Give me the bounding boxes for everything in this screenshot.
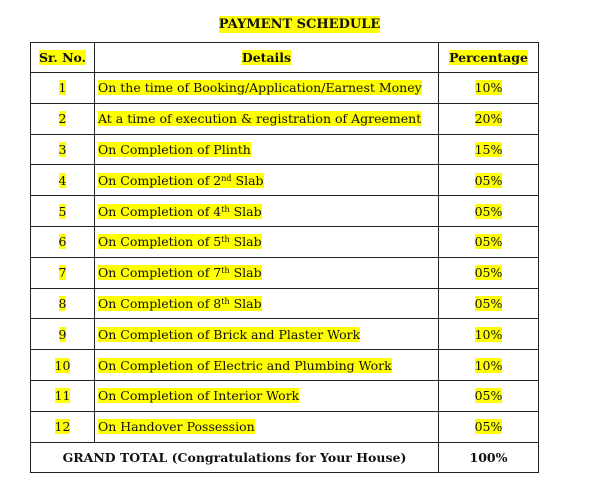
- row-details: On Completion of Electric and Plumbing Work: [98, 357, 392, 373]
- row-percentage-cell: [439, 226, 539, 257]
- row-percentage-cell: [439, 196, 539, 227]
- row-percentage: 10%: [474, 80, 503, 96]
- table-row: [31, 103, 539, 134]
- row-percentage-cell: [439, 411, 539, 442]
- row-sr: 1: [58, 80, 67, 96]
- grand-total-label: GRAND TOTAL (Congratulations for Your House): [31, 442, 439, 472]
- row-details-suffix: Slab: [229, 265, 262, 281]
- row-details-ordinal: nd: [221, 173, 232, 183]
- row-details-cell: [95, 226, 439, 257]
- row-sr-cell: [31, 411, 95, 442]
- row-details-ordinal: th: [221, 296, 230, 306]
- table-row: [31, 257, 539, 288]
- table-row: [31, 319, 539, 350]
- header-row: [31, 43, 539, 73]
- row-details-cell: [95, 196, 439, 227]
- header-sr: Sr. No.: [31, 43, 95, 73]
- row-percentage: 20%: [474, 111, 503, 127]
- row-details-cell: [95, 319, 439, 350]
- row-percentage-cell: [439, 350, 539, 381]
- row-details-suffix: Slab: [229, 295, 262, 311]
- row-details: On Completion of Interior Work: [98, 388, 300, 404]
- header-details: Details: [95, 43, 439, 73]
- row-percentage: 05%: [474, 419, 503, 435]
- row-percentage-cell: [439, 257, 539, 288]
- row-sr: 2: [58, 111, 67, 127]
- row-sr: 6: [58, 234, 67, 250]
- row-details: [98, 173, 264, 188]
- row-details-cell: [95, 380, 439, 411]
- row-sr: 5: [58, 203, 67, 219]
- row-details-cell: [95, 165, 439, 196]
- row-details-cell: [95, 257, 439, 288]
- row-percentage: 05%: [474, 295, 503, 311]
- row-percentage-cell: [439, 73, 539, 104]
- row-sr: 7: [58, 265, 67, 281]
- row-details: On Completion of Plinth: [98, 141, 251, 157]
- row-details-text: On Completion of 7: [98, 265, 222, 281]
- table-row: [31, 288, 539, 319]
- row-percentage: 10%: [474, 326, 503, 342]
- row-sr-cell: [31, 196, 95, 227]
- row-percentage: 05%: [474, 265, 503, 281]
- table-row: [31, 73, 539, 104]
- row-details: [98, 234, 262, 249]
- page-title: [0, 17, 599, 32]
- row-sr-cell: [31, 226, 95, 257]
- grand-total-value: 100%: [439, 442, 539, 472]
- row-sr-cell: [31, 165, 95, 196]
- row-percentage: 05%: [474, 172, 503, 188]
- row-sr: 8: [58, 295, 67, 311]
- row-percentage-cell: [439, 165, 539, 196]
- row-sr: 10: [54, 357, 71, 373]
- row-sr-cell: [31, 73, 95, 104]
- table-row: [31, 380, 539, 411]
- table-row: [31, 196, 539, 227]
- row-percentage: 05%: [474, 388, 503, 404]
- row-details-suffix: Slab: [231, 172, 264, 188]
- row-details-text: On Completion of 5: [98, 234, 222, 250]
- title-text: PAYMENT SCHEDULE: [218, 17, 381, 32]
- row-percentage: 05%: [474, 203, 503, 219]
- row-details: On Completion of Brick and Plaster Work: [98, 326, 361, 342]
- row-sr: 3: [58, 141, 67, 157]
- grand-total-row: [31, 442, 539, 472]
- row-sr-cell: [31, 380, 95, 411]
- row-details-cell: [95, 411, 439, 442]
- table-row: [31, 350, 539, 381]
- row-details: [98, 265, 262, 280]
- row-details-cell: [95, 103, 439, 134]
- row-sr-cell: [31, 350, 95, 381]
- row-details-suffix: Slab: [229, 203, 262, 219]
- row-sr-cell: [31, 319, 95, 350]
- row-details-text: On Completion of 8: [98, 295, 222, 311]
- row-details-text: On Completion of 4: [98, 203, 222, 219]
- row-percentage-cell: [439, 319, 539, 350]
- row-sr-cell: [31, 103, 95, 134]
- row-sr-cell: [31, 288, 95, 319]
- row-sr: 4: [58, 172, 67, 188]
- row-sr-cell: [31, 257, 95, 288]
- row-details: [98, 204, 262, 219]
- row-sr: 12: [54, 419, 71, 435]
- row-percentage: 05%: [474, 234, 503, 250]
- table-row: [31, 411, 539, 442]
- row-details-ordinal: th: [221, 266, 230, 276]
- row-details-cell: [95, 73, 439, 104]
- table-row: [31, 226, 539, 257]
- row-details-suffix: Slab: [229, 234, 262, 250]
- row-sr: 11: [54, 388, 71, 404]
- header-percentage: Percentage: [439, 43, 539, 73]
- row-percentage-cell: [439, 103, 539, 134]
- row-percentage: 10%: [474, 357, 503, 373]
- row-percentage: 15%: [474, 141, 503, 157]
- row-percentage-cell: [439, 380, 539, 411]
- table-row: [31, 165, 539, 196]
- row-details: On Handover Possession: [98, 419, 255, 435]
- row-percentage-cell: [439, 288, 539, 319]
- row-details-text: On Completion of 2: [98, 172, 222, 188]
- row-details: At a time of execution & registration of Agreement: [98, 111, 422, 127]
- row-percentage-cell: [439, 134, 539, 165]
- row-details: On the time of Booking/Application/Earnest Money: [98, 80, 422, 96]
- row-details-cell: [95, 134, 439, 165]
- table-row: [31, 134, 539, 165]
- row-details-ordinal: th: [221, 235, 230, 245]
- row-details-ordinal: th: [221, 204, 230, 214]
- row-details-cell: [95, 350, 439, 381]
- row-details: [98, 296, 262, 311]
- payment-schedule-table: [30, 42, 539, 473]
- row-sr-cell: [31, 134, 95, 165]
- row-details-cell: [95, 288, 439, 319]
- row-sr: 9: [58, 326, 67, 342]
